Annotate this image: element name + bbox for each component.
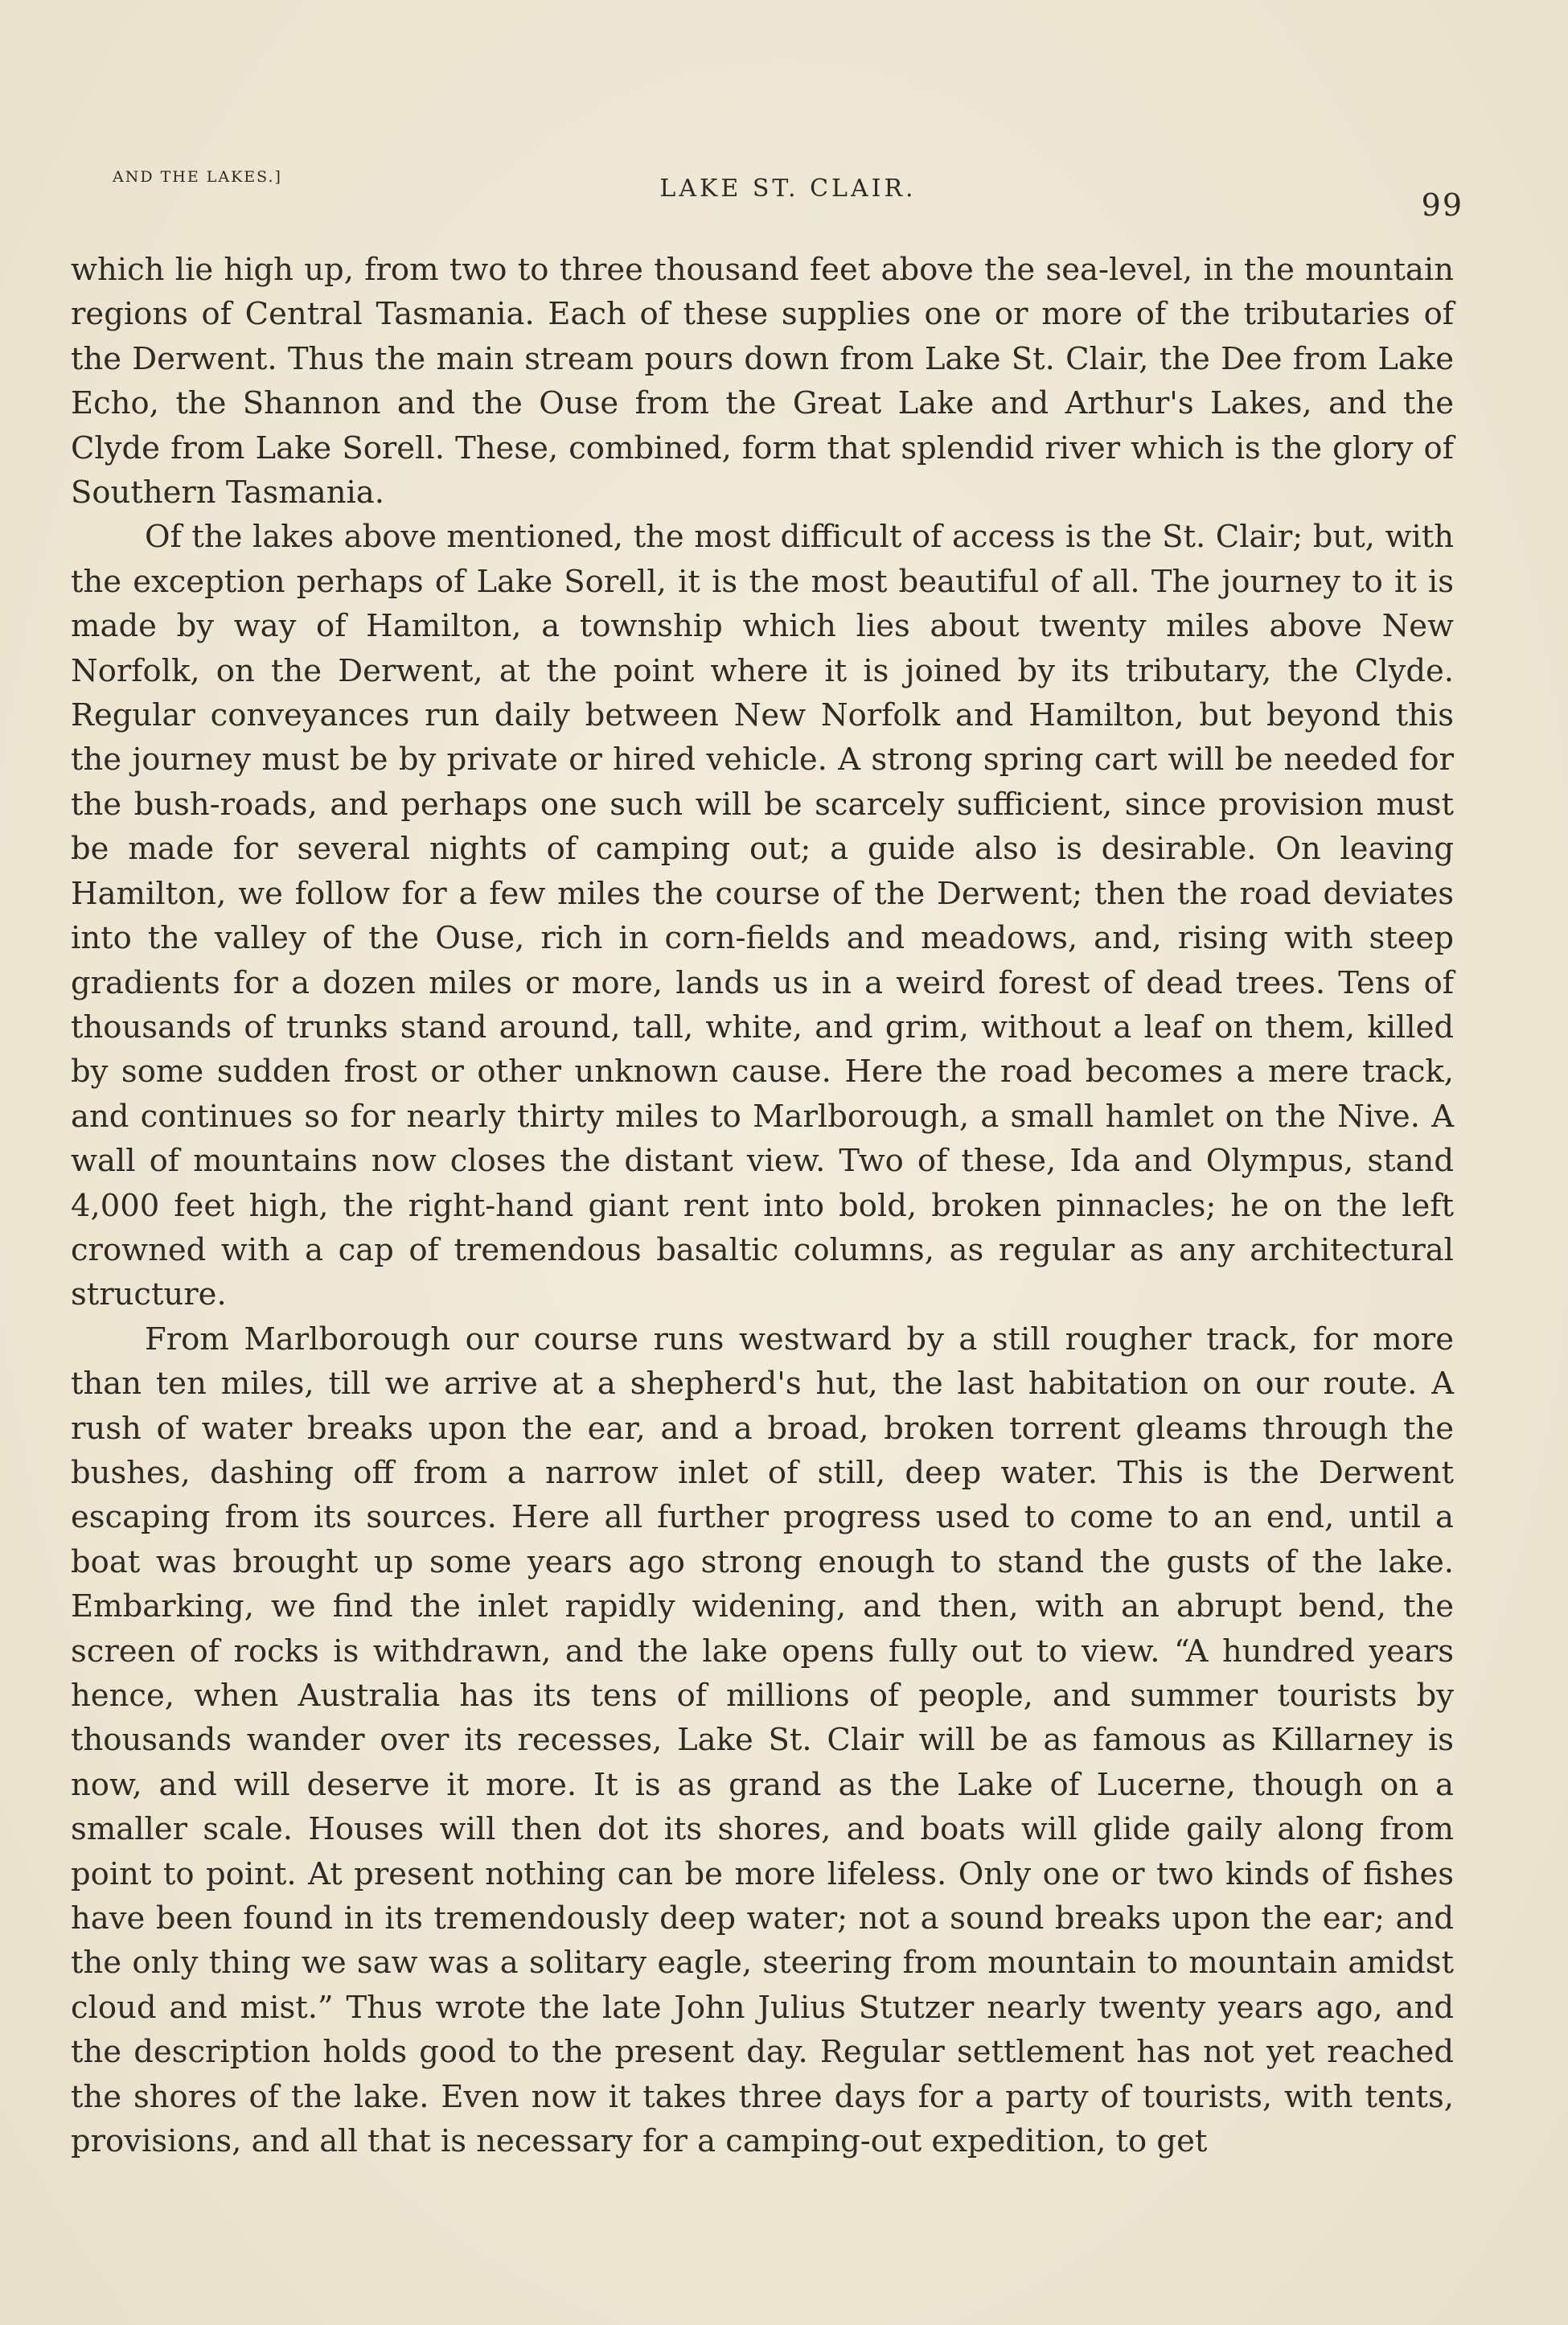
page-number: 99 <box>1421 187 1463 223</box>
running-head-title: LAKE ST. CLAIR. <box>659 175 917 203</box>
paragraph-marlborough: From Marlborough our course runs westward by a still rougher track, for more than ten miles, till we arrive at a shepherd's hut, the last habitation on our route. A rush of water breaks upon the ear, and a broad, broken torrent gleams through the bushes, dashing off from a narrow inlet of still, deep water. This is the Derwent escaping from its sources. Here all further progress used to come to an end, until a boat was brought up some years ago strong enough to stand the gusts of the lake. Embarking, we find the inlet rapidly widening, and then, with an abrupt bend, the screen of rocks is withdrawn, and the lake opens fully out to view. “A hundred years hence, when Australia has its tens of millions of people, and summer tourists by thousands wander over its recesses, Lake St. Clair will be as famous as Killarney is now, and will deserve it more. It is as grand as the Lake of Lucerne, though on a smaller scale. Houses will then dot its shores, and boats will glide gaily along from point to point. At present nothing can be more lifeless. Only one or two kinds of fishes have been found in its tremendously deep water; not a sound breaks upon the ear; and the only thing we saw was a solitary eagle, steering from mountain to mountain amidst cloud and mist.” Thus wrote the late John Julius Stutzer nearly twenty years ago, and the description holds good to the present day. Regular settlement has not yet reached the shores of the lake. Even now it takes three days for a party of tourists, with tents, provisions, and all that is necessary for a camping-out expedition, to get <box>71 1321 1454 2160</box>
paragraph-lake-access: Of the lakes above mentioned, the most difficult of access is the St. Clair; but, with the exception perhaps of Lake Sorell, it is the most beautiful of all. The journey to it is made by way of Hamilton, a township which lies about twenty miles above New Norfolk, on the Derwent, at the point where it is joined by its tributary, the Clyde. Regular conveyances run daily between New Norfolk and Hamilton, but beyond this the journey must be by private or hired vehicle. A strong spring cart will be needed for the bush-roads, and perhaps one such will be scarcely sufficient, since provision must be made for several nights of camping out; a guide also is desirable. On leaving Hamilton, we follow for a few miles the course of the Derwent; then the road deviates into the valley of the Ouse, rich in corn-fields and meadows, and, rising with steep gradients for a dozen miles or more, lands us in a weird forest of dead trees. Tens of thousands of trunks stand around, tall, white, and grim, without a leaf on them, killed by some sudden frost or other unknown cause. Here the road becomes a mere track, and continues so for nearly thirty miles to Marlborough, a small hamlet on the Nive. A wall of mountains now closes the distant view. Two of these, Ida and Olympus, stand 4,000 feet high, the right-hand giant rent into bold, broken pinnacles; he on the left crowned with a cap of tremendous basaltic columns, as regular as any architectural structure. <box>71 519 1454 1313</box>
body-text <box>71 248 1454 2163</box>
running-head <box>113 165 1463 223</box>
running-head-section: AND THE LAKES.] <box>113 168 282 186</box>
paragraph-continuation: which lie high up, from two to three thousand feet above the sea-level, in the mountain regions of Central Tasmania. Each of these supplies one or more of the tributaries of the Derwent. Thus the main stream pours down from Lake St. Clair, the Dee from Lake Echo, the Shannon and the Ouse from the Great Lake and Arthur's Lakes, and the Clyde from Lake Sorell. These, combined, form that splendid river which is the glory of Southern Tasmania. <box>71 252 1454 511</box>
